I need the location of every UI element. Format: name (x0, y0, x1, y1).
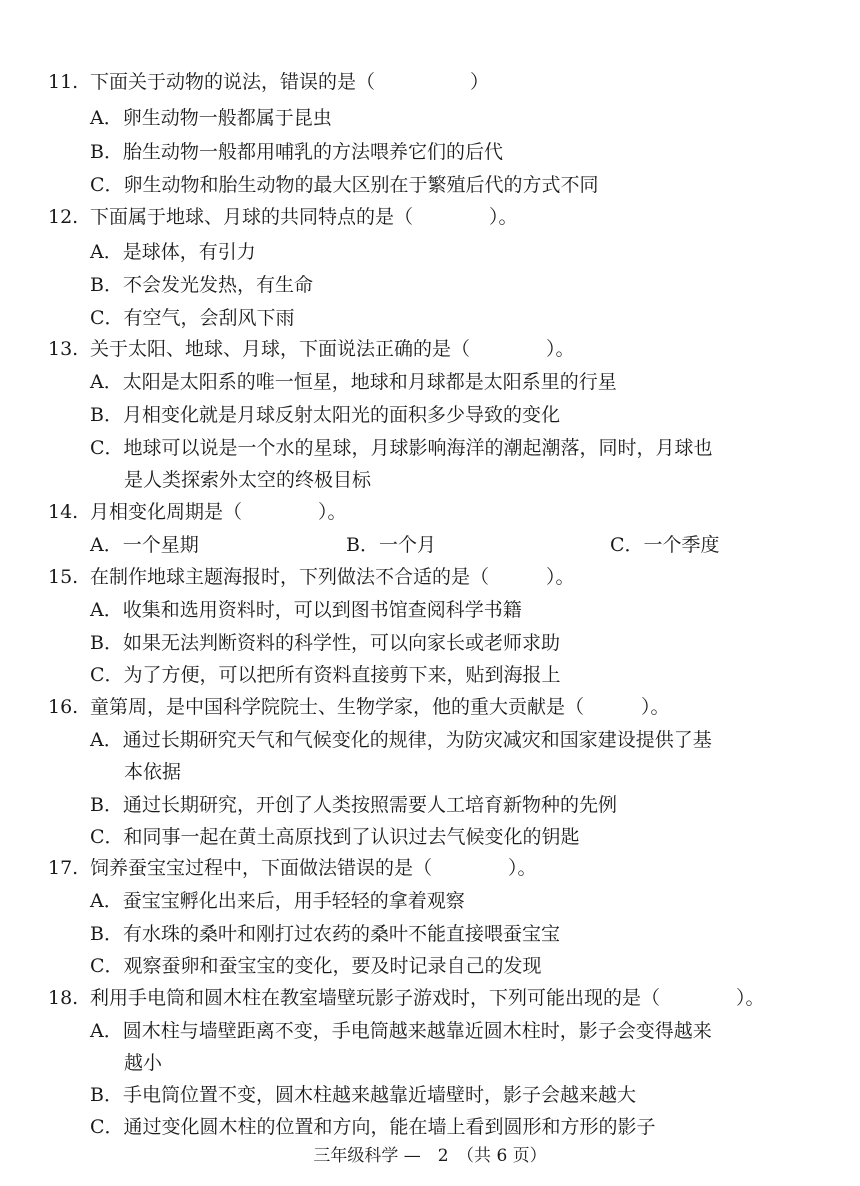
question-stem: 在制作地球主题海报时，下列做法不合适的是（ ）。 (90, 566, 575, 588)
option-c: C．卵生动物和胎生动物的最大区别在于繁殖后代的方式不同 (90, 174, 599, 196)
option-a: A．收集和选用资料时，可以到图书馆查阅科学书籍 (90, 599, 522, 621)
question-16: 16. 童第周，是中国科学院院士、生物学家，他的重大贡献是（ ）。 (48, 696, 670, 718)
question-11: 11. 下面关于动物的说法，错误的是（ ） (48, 71, 490, 93)
question-13: 13. 关于太阳、地球、月球，下面说法正确的是（ ）。 (48, 338, 575, 360)
question-stem: 利用手电筒和圆木柱在教室墙壁玩影子游戏时，下列可能出现的是（ ）。 (90, 987, 765, 1009)
option-c: C．和同事一起在黄土高原找到了认识过去气候变化的钥匙 (90, 826, 580, 848)
option-c: C．观察蚕卵和蚕宝宝的变化，要及时记录自己的发现 (90, 955, 542, 977)
option-b: B．如果无法判断资料的科学性，可以向家长或老师求助 (90, 632, 560, 654)
option-c: C．有空气，会刮风下雨 (90, 307, 295, 329)
question-15: 15. 在制作地球主题海报时，下列做法不合适的是（ ）。 (48, 566, 575, 588)
option-c-continuation: 是人类探索外太空的终极目标 (124, 469, 372, 491)
option-a-continuation: 本依据 (124, 761, 182, 783)
question-stem: 关于太阳、地球、月球，下面说法正确的是（ ）。 (90, 338, 575, 360)
option-b: B．不会发光发热，有生命 (90, 274, 313, 296)
option-a: A．一个星期 (90, 534, 199, 556)
option-a: A．卵生动物一般都属于昆虫 (90, 107, 332, 129)
question-stem: 下面属于地球、月球的共同特点的是（ ）。 (90, 206, 518, 228)
option-b: B．胎生动物一般都用哺乳的方法喂养它们的后代 (90, 141, 503, 163)
question-17: 17. 饲养蚕宝宝过程中，下面做法错误的是（ ）。 (48, 857, 537, 879)
option-b: B．通过长期研究，开创了人类按照需要人工培育新物种的先例 (90, 794, 617, 816)
question-12: 12. 下面属于地球、月球的共同特点的是（ ）。 (48, 206, 518, 228)
question-stem: 下面关于动物的说法，错误的是（ ） (90, 71, 490, 93)
option-c: C．为了方便，可以把所有资料直接剪下来，贴到海报上 (90, 664, 561, 686)
option-a: A．通过长期研究天气和气候变化的规律，为防灾减灾和国家建设提供了基 (90, 729, 712, 751)
option-b: B．月相变化就是月球反射太阳光的面积多少导致的变化 (90, 404, 560, 426)
page-footer: 三年级科学 — 2 （共 6 页） (313, 1146, 547, 1166)
option-a: A．太阳是太阳系的唯一恒星，地球和月球都是太阳系里的行星 (90, 371, 617, 393)
option-c: C．地球可以说是一个水的星球，月球影响海洋的潮起潮落，同时，月球也 (90, 437, 713, 459)
option-a: A．蚕宝宝孵化出来后，用手轻轻的拿着观察 (90, 890, 465, 912)
question-stem: 月相变化周期是（ ）。 (90, 501, 347, 523)
question-stem: 饲养蚕宝宝过程中，下面做法错误的是（ ）。 (90, 857, 537, 879)
option-a: A．是球体，有引力 (90, 241, 256, 263)
option-b: B．有水珠的桑叶和刚打过农药的桑叶不能直接喂蚕宝宝 (90, 923, 560, 945)
option-a: A．圆木柱与墙壁距离不变，手电筒越来越靠近圆木柱时，影子会变得越来 (90, 1020, 712, 1042)
option-c: C．通过变化圆木柱的位置和方向，能在墙上看到圆形和方形的影子 (90, 1116, 656, 1138)
option-c: C．一个季度 (610, 534, 720, 556)
option-b: B．手电筒位置不变，圆木柱越来越靠近墙壁时，影子会越来越大 (90, 1084, 636, 1106)
option-b: B．一个月 (346, 534, 436, 556)
question-stem: 童第周，是中国科学院院士、生物学家，他的重大贡献是（ ）。 (90, 696, 670, 718)
question-18: 18. 利用手电筒和圆木柱在教室墙壁玩影子游戏时，下列可能出现的是（ ）。 (48, 987, 765, 1009)
question-14: 14. 月相变化周期是（ ）。 (48, 501, 347, 523)
option-a-continuation: 越小 (124, 1052, 163, 1074)
